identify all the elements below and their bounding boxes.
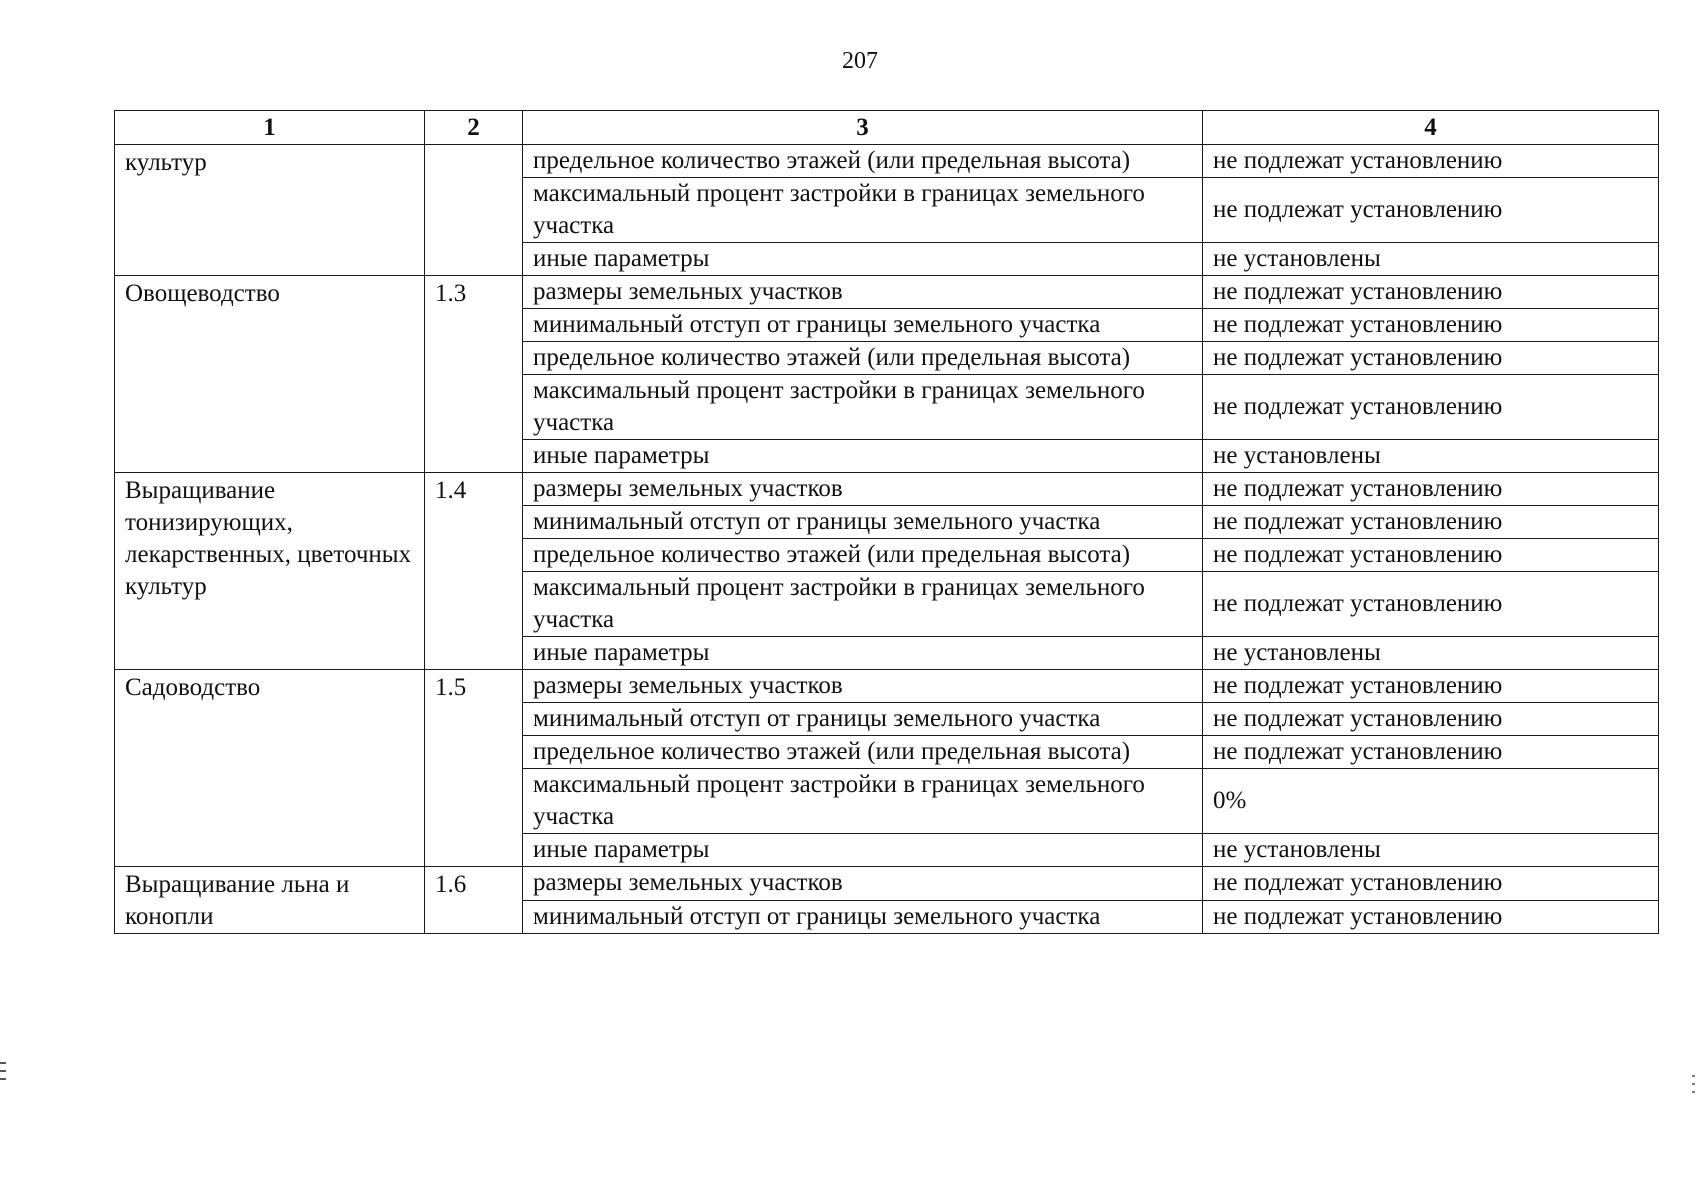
table-header [115, 111, 1659, 145]
scan-edge-marks-right [1692, 1075, 1695, 1099]
column-header-2: 2 [425, 111, 523, 145]
parameter-value: не подлежат установлению [1203, 309, 1659, 342]
parameter-name: предельное количество этажей (или предельная высота) [523, 736, 1203, 769]
header-row [115, 111, 1659, 145]
parameter-value: не подлежат установлению [1203, 900, 1659, 934]
parameter-name: максимальный процент застройки в границах земельного участка [523, 769, 1203, 834]
parameter-name: размеры земельных участков [523, 867, 1203, 901]
land-use-code: 1.6 [425, 867, 523, 934]
parameter-value: не подлежат установлению [1203, 145, 1659, 178]
parameter-value: не подлежат установлению [1203, 736, 1659, 769]
parameter-value: не подлежат установлению [1203, 539, 1659, 572]
parameter-name: предельное количество этажей (или предельная высота) [523, 342, 1203, 375]
parameter-value: 0% [1203, 769, 1659, 834]
parameter-value: не установлены [1203, 440, 1659, 473]
column-header-4: 4 [1203, 111, 1659, 145]
parameter-name: иные параметры [523, 243, 1203, 276]
table-row [115, 145, 1659, 178]
parameters-table [114, 110, 1659, 934]
page-number: 207 [842, 48, 878, 74]
parameter-name: минимальный отступ от границы земельного участка [523, 900, 1203, 934]
parameter-name: предельное количество этажей (или предельная высота) [523, 539, 1203, 572]
parameter-value: не подлежат установлению [1203, 276, 1659, 309]
parameter-value: не установлены [1203, 637, 1659, 670]
land-use-code [425, 145, 523, 276]
parameter-name: иные параметры [523, 637, 1203, 670]
parameter-name: минимальный отступ от границы земельного участка [523, 703, 1203, 736]
parameter-name: максимальный процент застройки в границах земельного участка [523, 572, 1203, 637]
parameter-name: минимальный отступ от границы земельного участка [523, 309, 1203, 342]
table-row [115, 473, 1659, 506]
parameter-name: предельное количество этажей (или предельная высота) [523, 145, 1203, 178]
land-use-name: Овощеводство [115, 276, 425, 473]
parameter-name: размеры земельных участков [523, 276, 1203, 309]
parameter-value: не подлежат установлению [1203, 867, 1659, 901]
parameter-value: не подлежат установлению [1203, 506, 1659, 539]
parameter-name: иные параметры [523, 834, 1203, 867]
table-row [115, 276, 1659, 309]
parameter-value: не установлены [1203, 243, 1659, 276]
land-use-name: культур [115, 145, 425, 276]
land-use-code: 1.3 [425, 276, 523, 473]
parameter-value: не подлежат установлению [1203, 473, 1659, 506]
parameter-value: не подлежат установлению [1203, 572, 1659, 637]
column-header-1: 1 [115, 111, 425, 145]
parameter-name: минимальный отступ от границы земельного участка [523, 506, 1203, 539]
parameter-value: не подлежат установлению [1203, 178, 1659, 243]
parameter-value: не подлежат установлению [1203, 342, 1659, 375]
table-body [115, 145, 1659, 934]
table-row [115, 670, 1659, 703]
parameter-name: максимальный процент застройки в границах земельного участка [523, 178, 1203, 243]
table-row [115, 867, 1659, 901]
parameter-value: не подлежат установлению [1203, 703, 1659, 736]
parameter-name: размеры земельных участков [523, 473, 1203, 506]
land-use-name: Выращивание тонизирующих, лекарственных, цветочных культур [115, 473, 425, 670]
parameter-value: не установлены [1203, 834, 1659, 867]
column-header-3: 3 [523, 111, 1203, 145]
land-use-name: Выращивание льна и конопли [115, 867, 425, 934]
scan-edge-marks [0, 1062, 6, 1086]
land-use-code: 1.5 [425, 670, 523, 867]
land-use-code: 1.4 [425, 473, 523, 670]
parameter-value: не подлежат установлению [1203, 670, 1659, 703]
parameter-value: не подлежат установлению [1203, 375, 1659, 440]
land-use-name: Садоводство [115, 670, 425, 867]
parameter-name: размеры земельных участков [523, 670, 1203, 703]
parameter-name: максимальный процент застройки в границах земельного участка [523, 375, 1203, 440]
parameter-name: иные параметры [523, 440, 1203, 473]
